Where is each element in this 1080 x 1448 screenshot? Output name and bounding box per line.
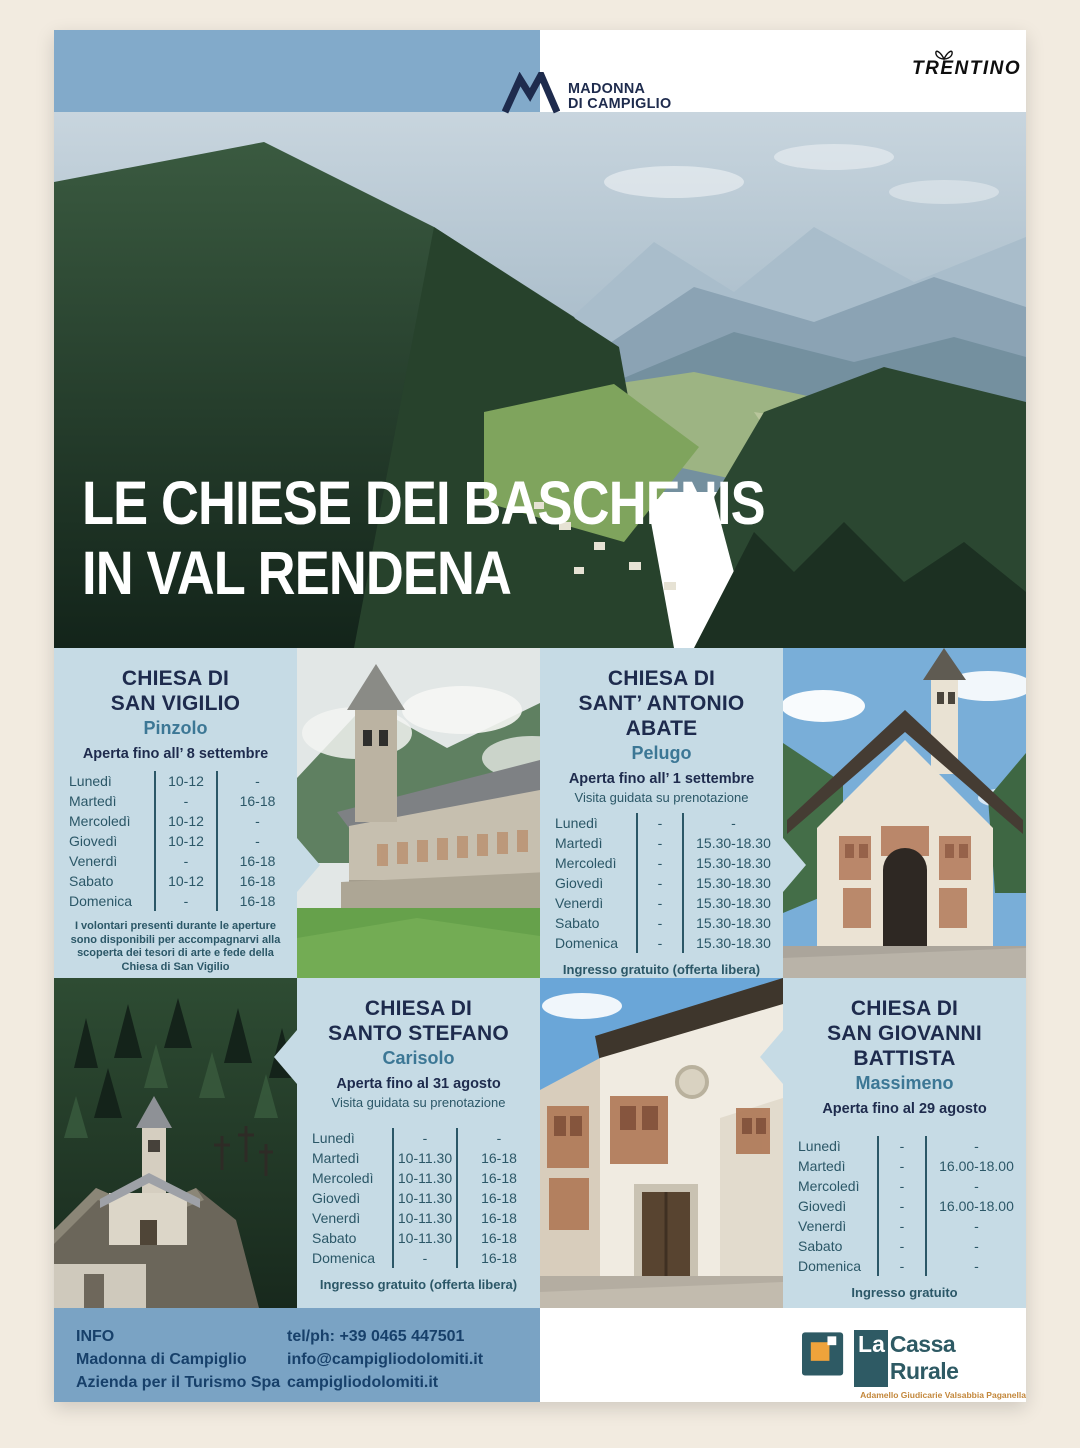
day: Lunedì xyxy=(312,1130,355,1146)
hours-pm: 15.30-18.30 xyxy=(682,893,783,913)
church-title xyxy=(111,666,240,716)
hours-am: - xyxy=(154,891,216,911)
day: Sabato xyxy=(69,873,114,889)
brand-line2: DI CAMPIGLIO xyxy=(568,95,672,112)
hours-am: - xyxy=(877,1256,925,1276)
day: Venerdì xyxy=(312,1210,361,1226)
contact-block xyxy=(287,1325,483,1394)
church-title-line: CHIESA DI xyxy=(850,997,959,1020)
day: Martedì xyxy=(555,835,603,851)
hours-pm: - xyxy=(216,771,297,791)
church-title-line: SAN VIGILIO xyxy=(110,692,241,715)
church-title-line: CHIESA DI xyxy=(364,997,473,1020)
volunteers-note: I volontari presenti durante le aperture sono disponibili per accompagnarvi alla scoperta dei tesori di arte e fede della Chiesa di San Vigilio xyxy=(70,920,281,973)
info-org-line1: Madonna di Campiglio xyxy=(76,1351,247,1368)
trentino-wordmark: TRENTINO xyxy=(912,58,1022,79)
bank-la: La xyxy=(854,1330,888,1387)
church-town: Massimeno xyxy=(855,1073,954,1093)
day: Mercoledì xyxy=(69,813,131,829)
admission-note: Ingresso gratuito (offerta libera) xyxy=(562,962,761,977)
hours-am: - xyxy=(636,853,682,873)
hero-photo xyxy=(54,112,1026,648)
day: Sabato xyxy=(312,1230,357,1246)
hours-pm: 15.30-18.30 xyxy=(682,913,783,933)
church-title-line: BATTISTA xyxy=(853,1047,956,1070)
day: Giovedì xyxy=(555,875,604,891)
church-title xyxy=(827,996,982,1071)
butterfly-icon xyxy=(934,47,954,61)
hours-am: 10-11.30 xyxy=(392,1148,456,1168)
church-title-line: SANTO STEFANO xyxy=(328,1022,509,1045)
admission-note: Ingresso gratuito (offerta libera) xyxy=(319,1277,518,1292)
day: Sabato xyxy=(555,915,600,931)
day: Mercoledì xyxy=(798,1178,860,1194)
church-title xyxy=(328,996,509,1046)
hours-pm: - xyxy=(682,813,783,833)
day: Domenica xyxy=(312,1250,376,1266)
hours-pm: - xyxy=(925,1216,1026,1236)
hours-am: - xyxy=(636,833,682,853)
hours-pm: 16-18 xyxy=(456,1168,540,1188)
hours-pm: 16.00-18.00 xyxy=(925,1156,1026,1176)
photo-sant-antonio-abate xyxy=(783,648,1026,978)
panel-santo-stefano xyxy=(297,978,540,1308)
hours-pm: 16.00-18.00 xyxy=(925,1196,1026,1216)
hours-pm: 15.30-18.30 xyxy=(682,853,783,873)
day: Lunedì xyxy=(798,1138,841,1154)
hours-pm: 16-18 xyxy=(456,1188,540,1208)
church-title-line: SAN GIOVANNI xyxy=(827,1022,982,1045)
hours-pm: 15.30-18.30 xyxy=(682,833,783,853)
day: Lunedì xyxy=(555,815,598,831)
hours-am: - xyxy=(154,791,216,811)
church-title-line: ABATE xyxy=(625,717,698,740)
hours-am: - xyxy=(392,1248,456,1268)
hours-am: 10-12 xyxy=(154,831,216,851)
phone-number: tel/ph: +39 0465 447501 xyxy=(287,1328,465,1345)
hours-am: 10-12 xyxy=(154,771,216,791)
church-open-until: Aperta fino al 29 agosto xyxy=(822,1101,987,1117)
hours-am: - xyxy=(877,1236,925,1256)
hours-pm: 15.30-18.30 xyxy=(682,933,783,953)
hours-pm: 16-18 xyxy=(456,1208,540,1228)
church-open-until: Aperta fino all’ 8 settembre xyxy=(82,746,269,762)
day: Venerdì xyxy=(555,895,604,911)
massimeno-photo-illustration xyxy=(540,978,783,1308)
hours-pm: 16-18 xyxy=(216,891,297,911)
church-note: Visita guidata su prenotazione xyxy=(574,790,749,805)
pelugo-photo-illustration xyxy=(783,648,1026,978)
hours-pm: - xyxy=(216,811,297,831)
hours-am: 10-12 xyxy=(154,811,216,831)
info-label: INFO xyxy=(76,1328,115,1345)
hours-pm: 16-18 xyxy=(216,871,297,891)
hours-pm: - xyxy=(216,831,297,851)
church-town: Carisolo xyxy=(382,1048,455,1068)
hours-am: 10-11.30 xyxy=(392,1168,456,1188)
hours-am: - xyxy=(636,933,682,953)
schedule-table xyxy=(783,1136,1026,1276)
hours-am: - xyxy=(877,1156,925,1176)
panel-san-giovanni-battista xyxy=(783,978,1026,1308)
day: Domenica xyxy=(69,893,133,909)
bank-wordmark xyxy=(854,1330,1026,1387)
bank-logo-icon xyxy=(802,1330,847,1376)
trentino-logo xyxy=(912,58,1021,80)
madonna-di-campiglio-logo xyxy=(502,72,676,114)
day: Martedì xyxy=(69,793,117,809)
hours-am: - xyxy=(636,913,682,933)
day: Venerdì xyxy=(69,853,118,869)
admission-note: Ingresso gratuito xyxy=(851,1285,958,1300)
hours-pm: - xyxy=(925,1256,1026,1276)
bank-rest: Cassa Rurale xyxy=(889,1331,959,1384)
carisolo-photo-illustration xyxy=(54,978,297,1308)
schedule-table xyxy=(54,771,297,911)
hours-am: - xyxy=(636,813,682,833)
san-vigilio-photo-illustration xyxy=(297,648,540,978)
photo-santo-stefano xyxy=(54,978,297,1308)
day: Domenica xyxy=(555,935,619,951)
panel-sant-antonio-abate xyxy=(540,648,783,978)
hours-am: - xyxy=(877,1196,925,1216)
day: Martedì xyxy=(312,1150,360,1166)
hours-am: - xyxy=(877,1176,925,1196)
photo-san-giovanni-battista xyxy=(540,978,783,1308)
church-title-line: CHIESA DI xyxy=(121,667,230,690)
hours-pm: 16-18 xyxy=(216,851,297,871)
hours-pm: - xyxy=(456,1128,540,1148)
info-block xyxy=(76,1325,280,1394)
hours-pm: 15.30-18.30 xyxy=(682,873,783,893)
church-town: Pelugo xyxy=(631,743,692,763)
hours-am: 10-11.30 xyxy=(392,1208,456,1228)
photo-san-vigilio xyxy=(297,648,540,978)
poster-title-line2: IN VAL RENDENA xyxy=(82,539,512,607)
cassa-rurale-logo xyxy=(802,1330,1026,1400)
day: Domenica xyxy=(798,1258,862,1274)
hours-pm: - xyxy=(925,1176,1026,1196)
day: Mercoledì xyxy=(555,855,617,871)
church-open-until: Aperta fino all’ 1 settembre xyxy=(568,771,755,787)
hours-am: - xyxy=(877,1136,925,1156)
hours-am: - xyxy=(636,893,682,913)
email-address: info@campigliodolomiti.it xyxy=(287,1351,484,1368)
mountain-logo-icon xyxy=(502,72,560,114)
schedule-table xyxy=(297,1128,540,1268)
church-open-until: Aperta fino al 31 agosto xyxy=(336,1076,501,1092)
day: Venerdì xyxy=(798,1218,847,1234)
church-town: Pinzolo xyxy=(143,718,208,738)
bank-tagline: Adamello Giudicarie Valsabbia Paganella xyxy=(860,1390,1026,1400)
schedule-table xyxy=(540,813,783,953)
brand-line1: MADONNA xyxy=(568,80,646,97)
poster xyxy=(54,30,1026,1402)
church-title-line: CHIESA DI xyxy=(607,667,716,690)
hours-am: 10-12 xyxy=(154,871,216,891)
hours-am: 10-11.30 xyxy=(392,1228,456,1248)
hours-am: - xyxy=(636,873,682,893)
hours-pm: 16-18 xyxy=(456,1228,540,1248)
hours-am: - xyxy=(392,1128,456,1148)
day: Giovedì xyxy=(69,833,118,849)
hours-am: - xyxy=(877,1216,925,1236)
hours-pm: 16-18 xyxy=(216,791,297,811)
hours-am: 10-11.30 xyxy=(392,1188,456,1208)
day: Sabato xyxy=(798,1238,843,1254)
hours-am: - xyxy=(154,851,216,871)
day: Martedì xyxy=(798,1158,846,1174)
day: Lunedì xyxy=(69,773,112,789)
hours-pm: 16-18 xyxy=(456,1148,540,1168)
hours-pm: - xyxy=(925,1136,1026,1156)
church-note: Visita guidata su prenotazione xyxy=(331,1095,506,1110)
day: Giovedì xyxy=(798,1198,847,1214)
hours-pm: 16-18 xyxy=(456,1248,540,1268)
header-blue-band xyxy=(54,30,540,112)
website-url: campigliodolomiti.it xyxy=(287,1374,439,1391)
day: Mercoledì xyxy=(312,1170,374,1186)
poster-title xyxy=(82,468,765,608)
poster-title-line1: LE CHIESE DEI BASCHENIS xyxy=(82,469,765,537)
info-org-line2: Azienda per il Turismo Spa xyxy=(76,1374,281,1391)
church-title-line: SANT’ ANTONIO xyxy=(578,692,745,715)
church-title xyxy=(579,666,745,741)
day: Giovedì xyxy=(312,1190,361,1206)
panel-san-vigilio xyxy=(54,648,297,978)
hours-pm: - xyxy=(925,1236,1026,1256)
